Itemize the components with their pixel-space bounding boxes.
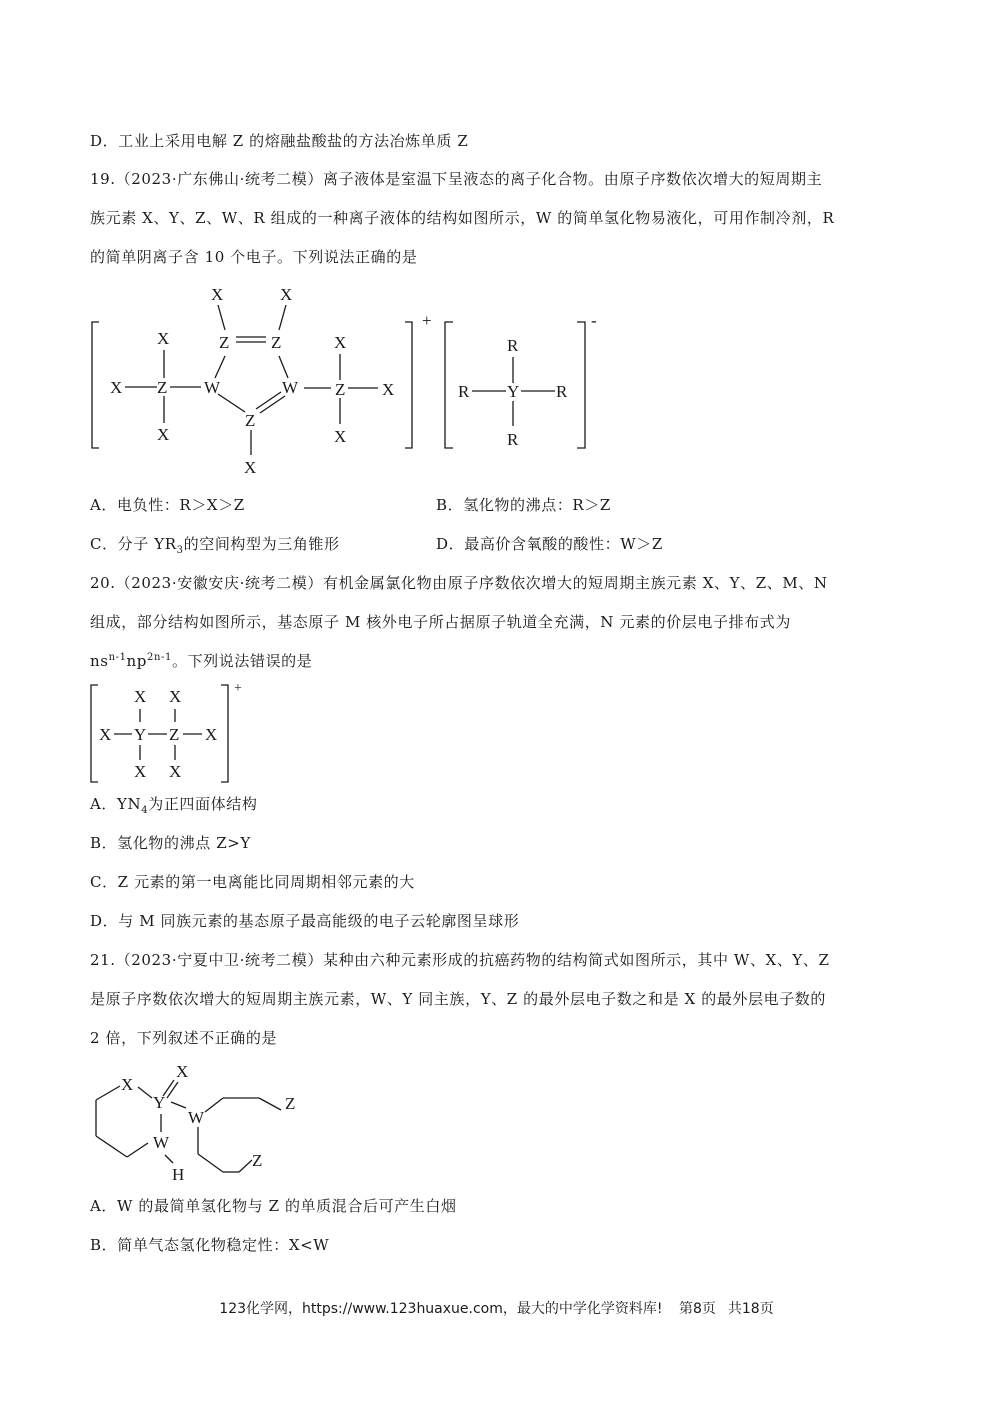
svg-text:X: X bbox=[134, 762, 147, 781]
svg-text:X: X bbox=[169, 687, 182, 706]
q19-option-b: B．氢化物的沸点：R＞Z bbox=[436, 496, 611, 514]
q20-option-d: D．与 M 同族元素的基态原子最高能级的电子云轮廓图呈球形 bbox=[90, 912, 520, 930]
q19-stem-line1: 19.（2023·广东佛山·统考二模）离子液体是室温下呈液态的离子化合物。由原子序数依次增大的短周期主 bbox=[90, 170, 823, 188]
q21-option-a: A．W 的最简单氢化物与 Z 的单质混合后可产生白烟 bbox=[90, 1197, 457, 1215]
svg-text:Y: Y bbox=[153, 1093, 166, 1112]
page-footer bbox=[0, 1298, 993, 1318]
q20-stem-line1: 20.（2023·安徽安庆·统考二模）有机金属氯化物由原子序数依次增大的短周期主族元素 X、Y、Z、M、N bbox=[90, 574, 828, 592]
atom-x: X bbox=[280, 285, 293, 304]
q19-option-a: A．电负性：R＞X＞Z bbox=[90, 496, 245, 514]
atom-x: X bbox=[157, 329, 170, 348]
svg-text:X: X bbox=[121, 1075, 134, 1094]
q21-stem-line1: 21.（2023·宁夏中卫·统考二模）某种由六种元素形成的抗癌药物的结构简式如图所示，其中 W、X、Y、Z bbox=[90, 951, 830, 969]
atom-z: Z bbox=[219, 333, 230, 352]
atom-w: W bbox=[282, 378, 299, 397]
q21-stem-line2: 是原子序数依次增大的短周期主族元素，W、Y 同主族，Y、Z 的最外层电子数之和是 X 的最外层电子数的 bbox=[90, 990, 826, 1008]
svg-text:X: X bbox=[169, 762, 182, 781]
svg-text:X: X bbox=[99, 725, 112, 744]
footer-site-link[interactable]: 123化学网，https://www.123huaxue.com，最大的中学化学资料库! bbox=[219, 1301, 663, 1317]
q19-stem-line2: 族元素 X、Y、Z、W、R 组成的一种离子液体的结构如图所示，W 的简单氢化物易液化，可用作制冷剂，R bbox=[90, 209, 835, 227]
atom-r: R bbox=[507, 336, 519, 355]
footer-page-total: 共18页 bbox=[727, 1301, 774, 1317]
q20-option-c: C．Z 元素的第一电离能比同周期相邻元素的大 bbox=[90, 873, 415, 891]
q19-ionic-liquid-structure bbox=[85, 280, 605, 480]
atom-z: Z bbox=[335, 380, 346, 399]
q20-cation-structure bbox=[85, 680, 260, 788]
q19-option-d: D．最高价含氧酸的酸性：W＞Z bbox=[436, 535, 663, 553]
svg-text:X: X bbox=[205, 725, 218, 744]
svg-text:X: X bbox=[134, 687, 147, 706]
q19-stem-line3: 的简单阴离子含 10 个电子。下列说法正确的是 bbox=[90, 248, 418, 266]
q19-option-c: C．分子 $YR_3$的空间构型为三角锥形 bbox=[90, 535, 340, 556]
atom-x: X bbox=[382, 380, 395, 399]
atom-x: X bbox=[334, 333, 347, 352]
q21-option-b: B．简单气态氢化物稳定性：X<W bbox=[90, 1236, 330, 1254]
q20-option-b: B．氢化物的沸点 Z>Y bbox=[90, 834, 251, 852]
q20-stem-line3: $ns^{n-1}np^{2n-1}$。下列说法错误的是 bbox=[90, 652, 313, 670]
svg-text:Y: Y bbox=[134, 725, 147, 744]
svg-text:Z: Z bbox=[169, 725, 180, 744]
atom-x: X bbox=[244, 458, 257, 477]
q21-drug-structure bbox=[85, 1060, 315, 1188]
charge: + bbox=[234, 681, 242, 696]
q20-stem-line2: 组成，部分结构如图所示，基态原子 M 核外电子所占据原子轨道全充满，N 元素的价层电子排布式为 bbox=[90, 613, 791, 631]
footer-page-number: 第8页 bbox=[678, 1301, 716, 1317]
q18-option-d: D．工业上采用电解 Z 的熔融盐酸盐的方法冶炼单质 Z bbox=[90, 132, 469, 150]
atom-y: Y bbox=[507, 382, 520, 401]
atom-x: X bbox=[211, 285, 224, 304]
atom-r: R bbox=[507, 430, 519, 449]
svg-text:W: W bbox=[153, 1133, 170, 1152]
q20-option-a: A．$YN_4$为正四面体结构 bbox=[90, 795, 258, 816]
q21-stem-line3: 2 倍，下列叙述不正确的是 bbox=[90, 1029, 278, 1047]
atom-r: R bbox=[458, 382, 470, 401]
atom-w: W bbox=[204, 378, 221, 397]
atom-z: Z bbox=[157, 378, 168, 397]
atom-z: Z bbox=[245, 411, 256, 430]
svg-text:W: W bbox=[188, 1108, 205, 1127]
svg-text:X: X bbox=[176, 1062, 189, 1081]
cation-charge: + bbox=[422, 311, 432, 330]
atom-h: H bbox=[172, 1165, 185, 1184]
atom-x: X bbox=[110, 378, 123, 397]
atom-r: R bbox=[556, 382, 568, 401]
svg-text:Z: Z bbox=[252, 1151, 263, 1170]
atom-x: X bbox=[157, 425, 170, 444]
atom-z: Z bbox=[271, 333, 282, 352]
atom-x: X bbox=[334, 427, 347, 446]
svg-text:Z: Z bbox=[285, 1094, 296, 1113]
anion-charge: - bbox=[591, 311, 597, 330]
